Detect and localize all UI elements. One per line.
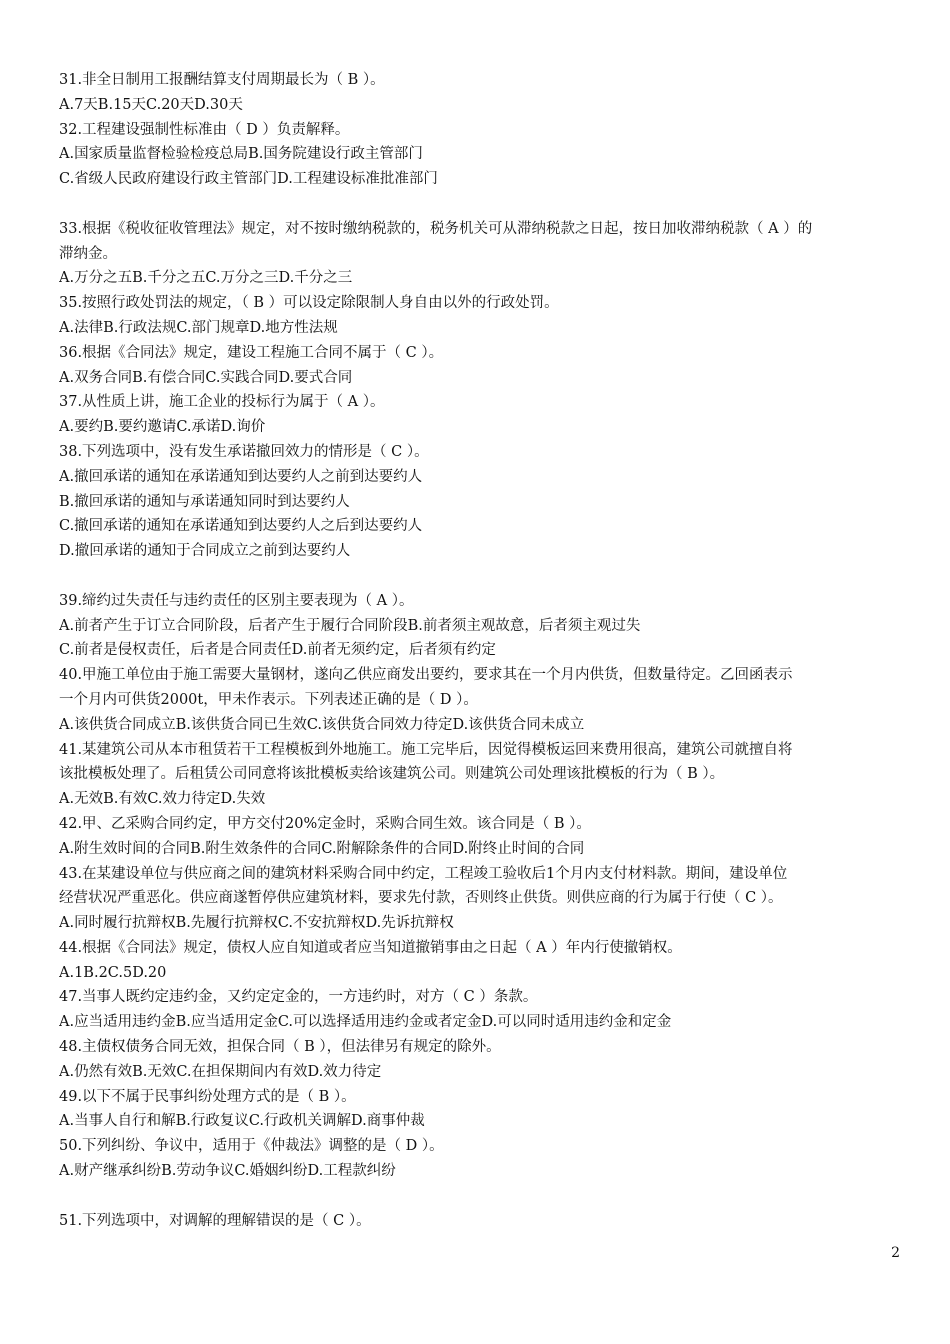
- text-line: A.同时履行抗辩权B.先履行抗辩权C.不安抗辩权D.先诉抗辩权: [59, 915, 454, 932]
- text-line: 51.下列选项中，对调解的理解错误的是（ C ）。: [59, 1212, 371, 1229]
- text-line: 滞纳金。: [59, 245, 117, 262]
- text-line: A.附生效时间的合同B.附生效条件的合同C.附解除条件的合同D.附终止时间的合同: [59, 840, 585, 857]
- text-line: A.7天B.15天C.20天D.30天: [59, 96, 243, 113]
- text-line: 41.某建筑公司从本市租赁若干工程模板到外地施工。施工完毕后，因觉得模板运回来费用很高，建筑公司就擅自将: [59, 741, 793, 758]
- text-line: 35.按照行政处罚法的规定，（ B ）可以设定除限制人身自由以外的行政处罚。: [59, 295, 559, 312]
- text-line: D.撤回承诺的通知于合同成立之前到达要约人: [59, 543, 351, 560]
- text-line: B.撤回承诺的通知与承诺通知同时到达要约人: [59, 493, 350, 510]
- text-line: A.要约B.要约邀请C.承诺D.询价: [59, 419, 266, 436]
- text-line: 经营状况严重恶化。供应商遂暂停供应建筑材料，要求先付款，否则终止供货。则供应商的行为属于行使（ C ）。: [59, 890, 783, 907]
- blank-line: [59, 564, 897, 589]
- text-line: 43.在某建设单位与供应商之间的建筑材料采购合同中约定，工程竣工验收后1个月内支付材料款。期间，建设单位: [59, 865, 788, 882]
- text-line: A.双务合同B.有偿合同C.实践合同D.要式合同: [59, 369, 353, 386]
- page-number: 2: [891, 1245, 900, 1261]
- text-line: 44.根据《合同法》规定，债权人应自知道或者应当知道撤销事由之日起（ A ）年内行使撤销权。: [59, 939, 682, 956]
- text-line: A.无效B.有效C.效力待定D.失效: [59, 791, 266, 808]
- text-line: 39.缔约过失责任与违约责任的区别主要表现为（ A ）。: [59, 592, 414, 609]
- text-line: 38.下列选项中，没有发生承诺撤回效力的情形是（ C ）。: [59, 443, 429, 460]
- text-line: 48.主债权债务合同无效，担保合同（ B ），但法律另有规定的除外。: [59, 1039, 501, 1056]
- text-line: 37.从性质上讲，施工企业的投标行为属于（ A ）。: [59, 394, 385, 411]
- text-line: A.应当适用违约金B.应当适用定金C.可以选择适用违约金或者定金D.可以同时适用违约金和定金: [59, 1014, 672, 1031]
- text-line: 49.以下不属于民事纠纷处理方式的是（ B ）。: [59, 1088, 356, 1105]
- blank-line: [59, 192, 897, 217]
- text-line: A.法律B.行政法规C.部门规章D.地方性法规: [59, 319, 338, 336]
- text-line: A.仍然有效B.无效C.在担保期间内有效D.效力待定: [59, 1063, 382, 1080]
- text-line: 42.甲、乙采购合同约定，甲方交付20%定金时，采购合同生效。该合同是（ B ）。: [59, 815, 591, 832]
- text-line: A.前者产生于订立合同阶段，后者产生于履行合同阶段B.前者须主观故意，后者须主观过失: [59, 617, 641, 634]
- text-line: C.省级人民政府建设行政主管部门D.工程建设标准批准部门: [59, 171, 438, 188]
- text-line: 一个月内可供货2000t，甲未作表示。下列表述正确的是（ D ）。: [59, 691, 478, 708]
- text-line: 50.下列纠纷、争议中，适用于《仲裁法》调整的是（ D ）。: [59, 1138, 444, 1155]
- text-line: 33.根据《税收征收管理法》规定，对不按时缴纳税款的，税务机关可从滞纳税款之日起，按日加收滞纳税款（ A ）的: [59, 220, 813, 237]
- text-line: 该批模板处理了。后租赁公司同意将该批模板卖给该建筑公司。则建筑公司处理该批模板的行为（ B ）。: [59, 766, 725, 783]
- text-line: A.该供货合同成立B.该供货合同已生效C.该供货合同效力待定D.该供货合同未成立: [59, 716, 585, 733]
- text-line: 31.非全日制用工报酬结算支付周期最长为（ B ）。: [59, 72, 385, 88]
- document-body: [59, 68, 897, 1233]
- text-line: A.财产继承纠纷B.劳动争议C.婚姻纠纷D.工程款纠纷: [59, 1163, 396, 1180]
- text-line: A.1B.2C.5D.20: [59, 964, 167, 981]
- text-line: A.万分之五B.千分之五C.万分之三D.千分之三: [59, 270, 353, 287]
- text-line: 47.当事人既约定违约金，又约定定金的，一方违约时，对方（ C ）条款。: [59, 989, 538, 1006]
- text-line: A.国家质量监督检验检疫总局B.国务院建设行政主管部门: [59, 146, 423, 163]
- blank-line: [59, 1184, 897, 1209]
- text-line: 40.甲施工单位由于施工需要大量钢材，遂向乙供应商发出要约，要求其在一个月内供货，但数量待定。乙回函表示: [59, 667, 793, 684]
- text-line: 36.根据《合同法》规定，建设工程施工合同不属于（ C ）。: [59, 344, 444, 361]
- text-line: A.当事人自行和解B.行政复议C.行政机关调解D.商事仲裁: [59, 1113, 425, 1130]
- text-line: C.撤回承诺的通知在承诺通知到达要约人之后到达要约人: [59, 518, 423, 535]
- text-line: C.前者是侵权责任，后者是合同责任D.前者无须约定，后者须有约定: [59, 642, 496, 659]
- text-line: 32.工程建设强制性标准由（ D ）负责解释。: [59, 121, 350, 138]
- text-line: A.撤回承诺的通知在承诺通知到达要约人之前到达要约人: [59, 468, 423, 485]
